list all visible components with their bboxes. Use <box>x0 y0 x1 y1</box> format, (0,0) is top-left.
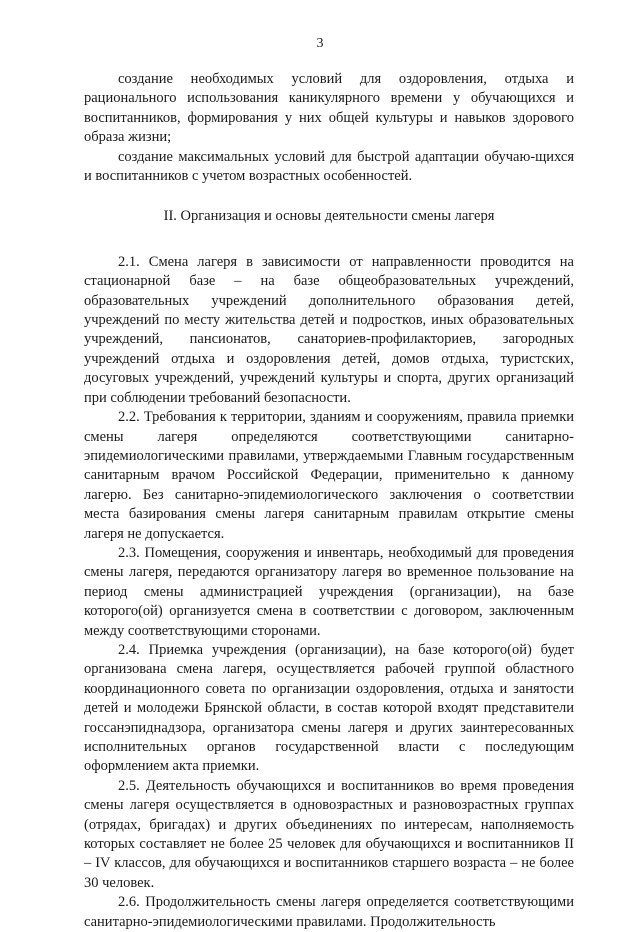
section-paragraph-2-2: 2.2. Требования к территории, зданиям и сооружениям, правила приемки смены лагеря определяются соответствующими санитарно-эпидемиологическими правилами, утверждаемыми Главным государственным санитарным врачом Российской Федерации, применительно к данному лагерю. Без санитарно-эпидемиологического заключения о соответствии места базирования смены лагеря санитарным правилам открытие смены лагеря не допускается. <box>84 409 574 542</box>
section-paragraph-2-1: 2.1. Смена лагеря в зависимости от направленности проводится на стационарной базе – на базе общеобразовательных учреждений, образовательных учреждений дополнительного образования детей, учреждений по месту жительства детей и подростков, иных образовательных учреждений, пансионатов, санаториев-профилакториев, загородных учреждений отдыха и оздоровления детей, домов отдыха, туристских, досуговых учреждений, учреждений культуры и спорта, других организаций при соблюдении требований безопасности. <box>84 253 574 406</box>
section-paragraph-2-6: 2.6. Продолжительность смены лагеря определяется соответствующими санитарно-эпидемиологическими правилами. Продолжительность <box>84 894 574 930</box>
section-paragraph-2-3: 2.3. Помещения, сооружения и инвентарь, необходимый для проведения смены лагеря, передаются организатору лагеря во временное пользование на период смены администрацией учреждения (организации), на базе которого(ой) организуется смена в соответствии с договором, заключенным между соответствующими сторонами. <box>84 544 574 639</box>
intro-paragraph: создание необходимых условий для оздоровления, отдыха и рационального использования каникулярного времени у обучающихся и воспитанников, формирования у них общей культуры и навыков здорового образа жизни; <box>84 71 574 146</box>
section-paragraph-2-4: 2.4. Приемка учреждения (организации), на базе которого(ой) будет организована смена лагеря, осуществляется рабочей группой областного координационного совета по организации оздоровления, отдыха и занятости детей и молодежи Брянской области, в состав которой входят представители госсанэпиднадзора, организатора смены лагеря и других заинтересованных исполнительных органов государственной власти с последующим оформлением акта приемки. <box>84 641 574 775</box>
document-body <box>84 70 574 932</box>
intro-paragraph: создание максимальных условий для быстрой адаптации обучаю-щихся и воспитанников с учетом возрастных особенностей. <box>84 148 574 185</box>
section-paragraph-2-5: 2.5. Деятельность обучающихся и воспитанников во время проведения смены лагеря осуществляется в одновозрастных и разновозрастных группах (отрядах, бригадах) и других объединениях по интересам, наполняемость которых составляет не более 25 человек для обучающихся и воспитанников II – IV классов, для обучающихся и воспитанников старшего возраста – не более 30 человек. <box>84 777 574 891</box>
page-number: 3 <box>316 36 324 51</box>
section-heading: II. Организация и основы деятельности смены лагеря <box>163 208 495 225</box>
